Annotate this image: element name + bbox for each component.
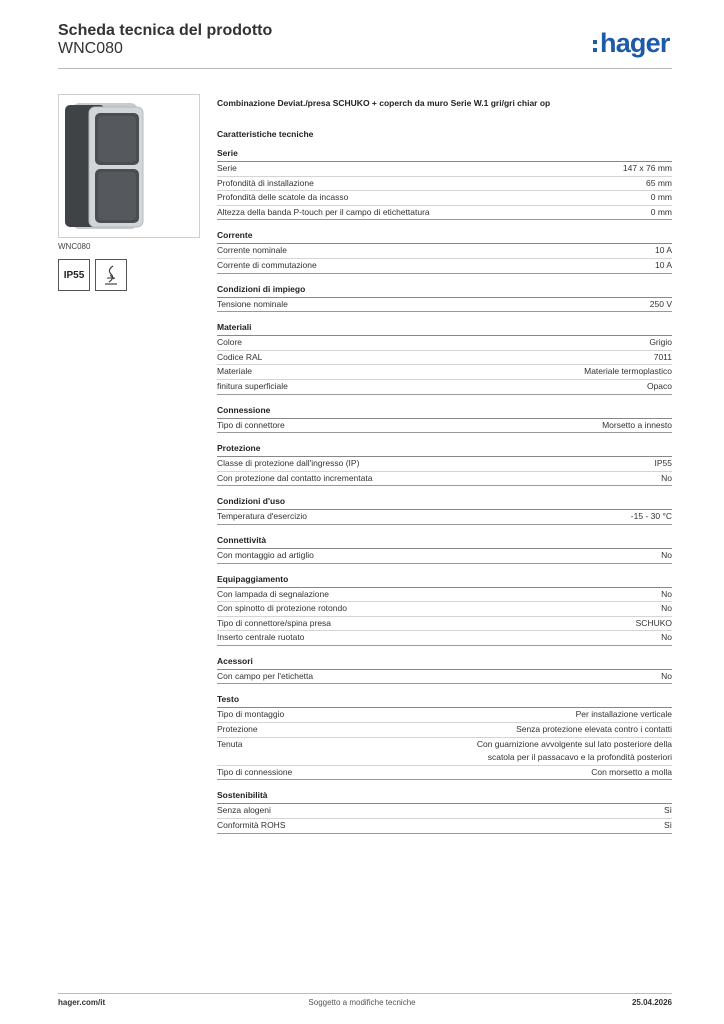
spec-label: Colore [217, 337, 243, 348]
spec-row [217, 472, 672, 487]
spec-row [217, 819, 672, 834]
spec-value: SCHUKO [635, 617, 672, 628]
spec-section-title: Serie [217, 148, 672, 162]
spec-label: Con protezione dal contatto incrementata [217, 472, 373, 483]
spec-label: Protezione [217, 724, 258, 735]
spec-section-title: Corrente [217, 230, 672, 244]
header-title: Scheda tecnica del prodotto [58, 22, 273, 39]
spec-label: Senza alogeni [217, 805, 271, 816]
spec-value: IP55 [654, 458, 672, 469]
spec-section [217, 790, 672, 833]
spec-label: Profondità di installazione [217, 177, 314, 188]
spec-row [217, 723, 672, 738]
spec-value: Sì [663, 820, 672, 831]
spec-value: Per installazione verticale [575, 709, 672, 720]
spec-section-title: Condizioni d'uso [217, 496, 672, 510]
spec-row [217, 588, 672, 603]
spec-label: Serie [217, 163, 237, 173]
footer-disclaimer: Soggetto a modifiche tecniche [308, 998, 416, 1007]
spec-value: 10 A [654, 259, 672, 270]
spec-label: Tipo di connettore [217, 419, 285, 430]
header-product-code: WNC080 [58, 40, 123, 57]
spec-label: Tipo di montaggio [217, 709, 285, 720]
ip55-badge: IP55 [58, 259, 90, 291]
spec-row [217, 738, 672, 766]
spec-label: Con spinotto di protezione rotondo [217, 603, 347, 614]
logo-dots-icon [593, 40, 597, 52]
spec-row [217, 351, 672, 366]
spec-row [217, 602, 672, 617]
spec-value: 0 mm [650, 192, 672, 203]
spec-value: Sì [663, 805, 672, 816]
spec-value: 7011 [653, 351, 672, 362]
spec-section-title: Materiali [217, 322, 672, 336]
spec-row [217, 244, 672, 259]
spec-section [217, 322, 672, 394]
spec-label: Tensione nominale [217, 298, 288, 309]
spec-row [217, 365, 672, 380]
installation-symbol-icon [95, 259, 127, 291]
spec-section [217, 405, 672, 434]
spec-value: 147 x 76 mm [622, 163, 672, 173]
spec-section-title: Protezione [217, 443, 672, 457]
spec-row [217, 419, 672, 434]
spec-label: Codice RAL [217, 351, 263, 362]
spec-value: No [661, 472, 672, 483]
spec-value: Materiale termoplastico [584, 366, 672, 377]
spec-label: Con campo per l'etichetta [217, 670, 314, 681]
spec-value: Morsetto a innesto [602, 419, 672, 430]
spec-label: Con lampada di segnalazione [217, 588, 329, 599]
spec-row [217, 191, 672, 206]
spec-value: Con guarnizione avvolgente sul lato posteriore della scatola per il passacavo e la profondità posteriori [476, 738, 672, 763]
spec-label: Conformità ROHS [217, 820, 286, 831]
spec-label: Inserto centrale ruotato [217, 632, 305, 643]
spec-section [217, 148, 672, 220]
spec-row [217, 380, 672, 395]
product-image-caption: WNC080 [58, 242, 91, 251]
product-description: Combinazione Deviat./presa SCHUKO + coperch da muro Serie W.1 gri/gri chiar op [217, 98, 551, 108]
spec-section [217, 496, 672, 525]
spec-label: Temperatura d'esercizio [217, 511, 307, 522]
spec-section-title: Sostenibilità [217, 790, 672, 804]
spec-row [217, 549, 672, 564]
spec-section-title: Connessione [217, 405, 672, 419]
spec-section [217, 284, 672, 313]
spec-value: No [661, 632, 672, 643]
footer-divider [58, 993, 672, 994]
logo-wordmark: hager [600, 28, 670, 58]
spec-value: No [661, 588, 672, 599]
spec-row [217, 177, 672, 192]
spec-value: No [661, 603, 672, 614]
spec-value: Con morsetto a molla [591, 766, 672, 777]
spec-label: Con montaggio ad artiglio [217, 549, 314, 560]
spec-label: Materiale [217, 366, 252, 377]
spec-value: Grigio [649, 337, 672, 348]
spec-value: Senza protezione elevata contro i contatti [516, 724, 672, 735]
spec-label: Classe di protezione dall'ingresso (IP) [217, 458, 360, 469]
spec-value: Opaco [646, 380, 672, 391]
spec-section [217, 656, 672, 685]
tech-specs-title: Caratteristiche tecniche [217, 129, 314, 139]
spec-section-title: Connettività [217, 535, 672, 549]
spec-label: Altezza della banda P-touch per il campo di etichettatura [217, 206, 430, 217]
header-divider [58, 68, 672, 69]
spec-label: Corrente di commutazione [217, 259, 317, 270]
certification-badges [58, 259, 200, 291]
spec-label: Profondità delle scatole da incasso [217, 192, 349, 203]
spec-section-title: Condizioni di impiego [217, 284, 672, 298]
spec-row [217, 206, 672, 221]
spec-value: 250 V [649, 298, 672, 309]
spec-value: 65 mm [646, 177, 672, 188]
spec-label: Tenuta [217, 738, 243, 749]
spec-row [217, 617, 672, 632]
spec-row [217, 804, 672, 819]
spec-row [217, 162, 672, 177]
product-image [59, 95, 199, 237]
spec-value: No [661, 670, 672, 681]
spec-section [217, 694, 672, 780]
spec-section [217, 443, 672, 486]
spec-label: Tipo di connettore/spina presa [217, 617, 332, 628]
footer-date: 25.04.2026 [631, 998, 672, 1007]
spec-row [217, 766, 672, 781]
spec-section [217, 535, 672, 564]
specifications-panel [217, 97, 672, 834]
spec-value: 10 A [654, 245, 672, 256]
spec-value: No [661, 549, 672, 560]
spec-row [217, 631, 672, 646]
product-panel [58, 94, 200, 291]
spec-row [217, 259, 672, 274]
spec-row [217, 670, 672, 685]
spec-section-title: Equipaggiamento [217, 574, 672, 588]
spec-value: -15 - 30 °C [630, 511, 672, 522]
product-image-frame [58, 94, 200, 238]
spec-section-title: Acessori [217, 656, 672, 670]
spec-sections [217, 148, 672, 834]
hager-logo [593, 30, 670, 56]
spec-row [217, 708, 672, 723]
spec-row [217, 298, 672, 313]
spec-label: finitura superficiale [217, 380, 288, 391]
spec-row [217, 336, 672, 351]
spec-section [217, 230, 672, 273]
footer-website[interactable]: hager.com/it [58, 998, 106, 1007]
spec-label: Corrente nominale [217, 245, 287, 256]
spec-label: Tipo di connessione [217, 766, 293, 777]
spec-row [217, 457, 672, 472]
spec-row [217, 510, 672, 525]
spec-section [217, 574, 672, 646]
spec-section-title: Testo [217, 694, 672, 708]
spec-value: 0 mm [650, 206, 672, 217]
